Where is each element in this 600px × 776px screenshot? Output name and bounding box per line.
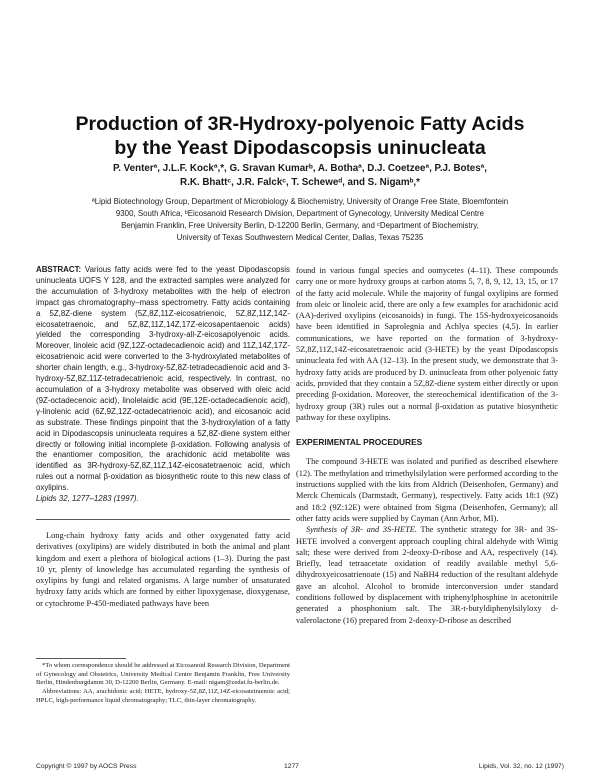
affiliation-line-2: 9300, South Africa, ᵇEicosanoid Research Division, Department of Gynecology, University Medical Centre bbox=[115, 209, 485, 218]
affiliation-line-3: Benjamin Franklin, Free University Berlin, D-12200 Berlin, Germany, and ᶜDepartment of Biochemistry, bbox=[121, 221, 479, 230]
article-title bbox=[0, 112, 600, 160]
authors-line-2: R.K. Bhattᶜ, J.R. Falckᶜ, T. Scheweᵈ, and S. Nigamᵇ,* bbox=[180, 177, 420, 188]
abstract bbox=[36, 265, 290, 505]
footnote-rule bbox=[36, 658, 126, 659]
left-column bbox=[36, 265, 290, 609]
affiliations bbox=[60, 196, 540, 244]
footnotes bbox=[36, 658, 290, 706]
affiliation-line-4: University of Texas Southwestern Medical Center, Dallas, Texas 75235 bbox=[176, 233, 424, 242]
abstract-text: Various fatty acids were fed to the yeast Dipodascopsis uninucleata UOFS Y 128, and the extracted samples were analyzed for the accumulation of 3-hydroxy metabolites with the help of electron impact gas chromatography–mass spectrometry. Fatty acids containing a 5Z,8Z-diene system (5Z,8Z,11Z-eicosatrienoic, 5Z,8Z,11Z,14Z-eicosatetraenoic, and 5Z,8Z,11Z,14Z,17Z-eicosapentaenoic acids) yielded the corresponding 3-hydroxy-all-Z-eicosapolyenoic acids. Moreover, linoleic acid (9Z,12Z-octadecadienoic acid) and 11Z,14Z,17Z-eicosatrienoic acid were converted to the 3-hydroxylated metabolites of shorter chain length, e.g., 3-hydroxy-5Z,8Z-tetradecadienoic acid and 3-hydroxy-5Z,8Z,11Z-tetradecatrienoic acid, respectively. In contrast, no accumulation of a 3-hydroxy metabolite was observed with oleic acid (9Z-octadecenoic acid), linolelaidic acid (9E,12E-octadecadienoic acid), γ-linolenic acid (6Z,9Z,12Z-octadecatrienoic acid), and eicosanoic acid as substrate. These findings pinpoint that the 3-hydroxylation of a fatty acid in Dipodascopsis uninucleata requires a 5Z,8Z-diene system either directly or following initial incomplete β-oxidation. Following analysis of the enantiomer composition, the arachidonic acid metabolite was identified as 3R-hydroxy-5Z,8Z,11Z,14Z-eicosatetraenoic acid, which rules out a normal β-oxidation as biosynthetic route to this new class of oxylipins. bbox=[36, 265, 290, 493]
right-column bbox=[296, 265, 558, 626]
affiliation-line-1: ªLipid Biotechnology Group, Department of Microbiology & Biochemistry, University of Orange Free State, Bloemfontein bbox=[91, 197, 509, 206]
page-number: 1277 bbox=[284, 763, 299, 770]
copyright: Copyright © 1997 by AOCS Press bbox=[36, 763, 137, 770]
abstract-label: ABSTRACT: bbox=[36, 265, 82, 274]
title-line-2: by the Yeast Dipodascopsis uninucleata bbox=[114, 137, 486, 159]
journal-reference: Lipids, Vol. 32, no. 12 (1997) bbox=[478, 763, 564, 770]
title-line-1: Production of 3R-Hydroxy-polyenoic Fatty Acids bbox=[75, 113, 525, 135]
correspondence-footnote: *To whom correspondence should be addressed at Eicosanoid Research Division, Department of Gynecology and Obstetrics, University Medical Centre Benjamin Franklin, Free University Berlin, Hindenburgdamm 30, D-12200 Berlin, Germany. E-mail: nigam@zedat.fu-berlin.de. bbox=[36, 662, 291, 687]
section-heading: EXPERIMENTAL PROCEDURES bbox=[296, 437, 423, 448]
author-list bbox=[60, 162, 540, 190]
abstract-divider bbox=[36, 519, 290, 520]
intro-paragraph: Long-chain hydroxy fatty acids and other oxygenated fatty acid derivatives (oxylipins) are widely distributed in both the animal and plant kingdom and exert a plethora of biological actions (1–3). During the past 10 yr, plenty of knowledge has accumulated regarding the synthesis of oxylipins by fungi and related organisms. A large number of unsaturated hydroxy fatty acids which are formed by either lipoxygenase, dioxygenase, or cytochrome P-450-mediated pathways have been bbox=[36, 530, 290, 608]
authors-line-1: P. Venterª, J.L.F. Kockª,*, G. Sravan Kumarᵇ, A. Bothaª, D.J. Coetzeeª, P.J. Botesª, bbox=[112, 163, 488, 174]
methods-paragraph: The compound 3-HETE was isolated and purified as described elsewhere (12). The methylation and trimethylsilylation were performed according to the instructions supplied with the kits from Aldrich (Deisenhofen, Germany) and Merck Chemicals (Darmstadt, Germany), respectively. Fatty acids 18:1 (9Z) and 18:2 (9Z:12E) were obtained from Sigma (Deisenhofen, Germany); all other fatty acids were supplied by Cayman (Ann Arbor, MI). bbox=[296, 457, 558, 523]
citation: Lipids 32, 1277–1283 (1997). bbox=[36, 494, 139, 504]
synthesis-paragraph bbox=[296, 524, 558, 626]
synthesis-text: The synthetic strategy for 3R- and 3S-HETE involved a convergent approach coupling chiral aldehyde with Wittig salt; these were derived from 2-deoxy-D-ribose and AA, respectively (14). Briefly, lead tetraacetate oxidation of readily available methyl 5,6-dihydroxyeicosatrienoate (15) and NaBH4 reduction of the resultant aldehyde gave an alcohol. Alcohol to bromide interconversion under standard conditions followed by displacement with triphenylphosphine in acetonitrile generated a phosphonium salt. The 3R-t-butyldiphenylsilyloxy d-valerolactone (16) prepared from 2-deoxy-D-ribose as described bbox=[296, 525, 558, 625]
abbreviations-footnote: Abbreviations: AA, arachidonic acid; HETE, hydroxy-5Z,8Z,11Z,14Z-eicosatetraenoic acid; HPLC, high-performance liquid chromatography; TLC, thin-layer chromatography. bbox=[36, 688, 290, 704]
intro-continuation: found in various fungal species and oomycetes (4–11). These compounds carry one or more hydroxy groups at carbon atoms 5, 7, 8, 9, 12, 13, 15, or 17 of the fatty acid molecule. While the majority of fungal oxylipins are formed from oleic or linoleic acid, there are only a few examples for arachidonic acid (AA)-derived oxylipins (eicosanoids) in fungi. The 15S-hydroxyeicosanoids have been identified in Saprolegnia and Achlya species (4,5). In earlier communications, we have reported on the formation of 3-hydroxy-5Z,8Z,11Z,14Z-eicosatetraenoic acid (3-HETE) by the yeast Dipodascopsis uninucleata fed with AA (12–13). In the present study, we demonstrate that 3-hydroxy fatty acids are produced by D. uninucleata from other polyenoic fatty acids, provided that they contain a 5Z,8Z-diene system either directly or upon preceding β-oxidation. Moreover, the stereochemical identification of the 3-hydroxy group (3R) rules out a normal β-oxidation as putative biosynthetic pathway for these oxylipins. bbox=[296, 266, 558, 422]
synthesis-lead: Synthesis of 3R- and 3S-HETE. bbox=[306, 525, 417, 535]
